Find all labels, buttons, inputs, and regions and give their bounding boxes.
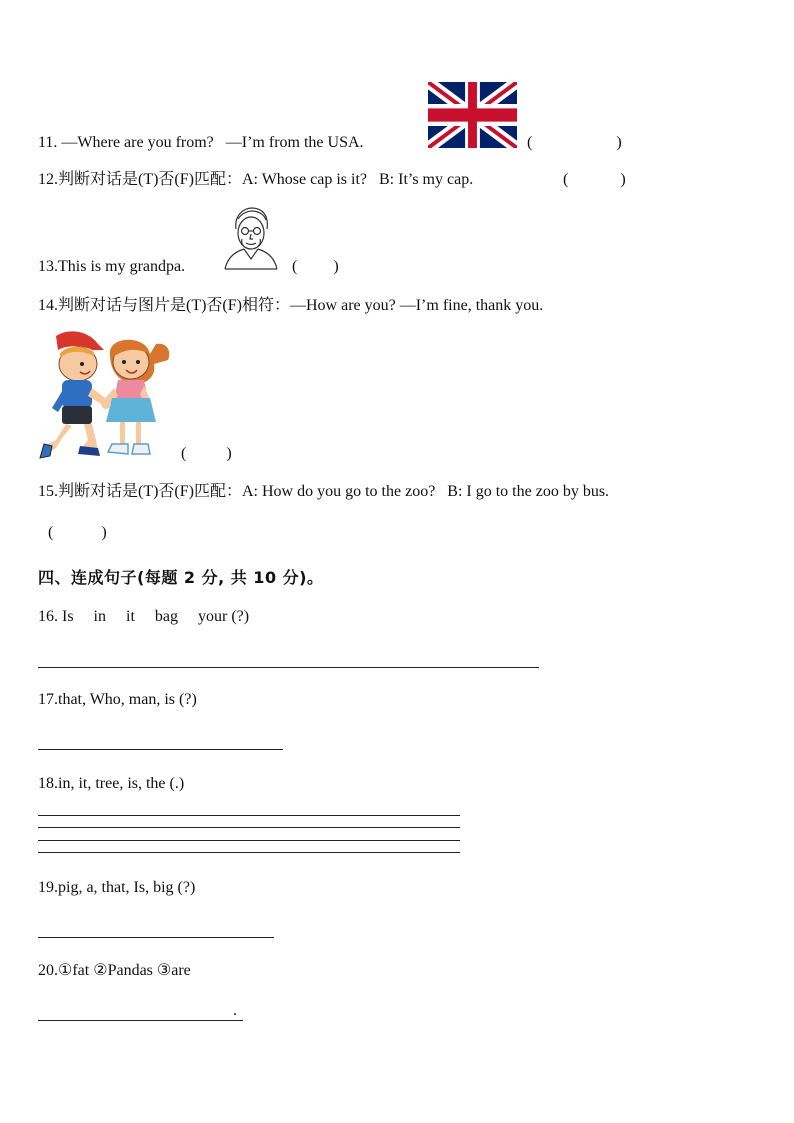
answer-line-18a[interactable] (38, 815, 460, 816)
answer-paren-14[interactable]: ( ) (181, 445, 232, 462)
question-18: 18.in, it, tree, is, the (.) (38, 775, 185, 792)
answer-line-18b[interactable] (38, 827, 460, 828)
answer-period-20: . (233, 1002, 237, 1019)
answer-paren-13[interactable]: ( ) (292, 258, 339, 275)
grandpa-image (222, 205, 280, 271)
question-14: 14.判断对话与图片是(T)否(F)相符：—How are you? —I’m fine, thank you. (38, 297, 544, 314)
answer-line-18d[interactable] (38, 852, 460, 853)
answer-line-18c[interactable] (38, 840, 460, 841)
uk-flag-image (428, 82, 517, 148)
section-4-heading: 四、连成句子(每题 2 分, 共 10 分)。 (38, 568, 324, 587)
answer-line-20[interactable] (38, 1020, 243, 1021)
answer-paren-15[interactable]: ( ) (48, 524, 107, 541)
question-13: 13.This is my grandpa. (38, 258, 186, 275)
answer-line-19[interactable] (38, 937, 274, 938)
answer-paren-11[interactable]: ( ) (527, 134, 622, 151)
kids-greeting-image (38, 330, 174, 462)
question-12: 12.判断对话是(T)否(F)匹配：A: Whose cap is it? B: It’s my cap. (38, 171, 474, 188)
question-20: 20.①fat ②Pandas ③are (38, 962, 191, 979)
answer-line-17[interactable] (38, 749, 283, 750)
answer-paren-12[interactable]: ( ) (563, 171, 626, 188)
question-15: 15.判断对话是(T)否(F)匹配：A: How do you go to the zoo? B: I go to the zoo by bus. (38, 483, 610, 500)
question-17: 17.that, Who, man, is (?) (38, 691, 197, 708)
question-19: 19.pig, a, that, Is, big (?) (38, 879, 196, 896)
question-11: 11. —Where are you from? —I’m from the USA. (38, 134, 364, 151)
question-16: 16. Is in it bag your (?) (38, 608, 250, 625)
answer-line-16[interactable] (38, 667, 539, 668)
